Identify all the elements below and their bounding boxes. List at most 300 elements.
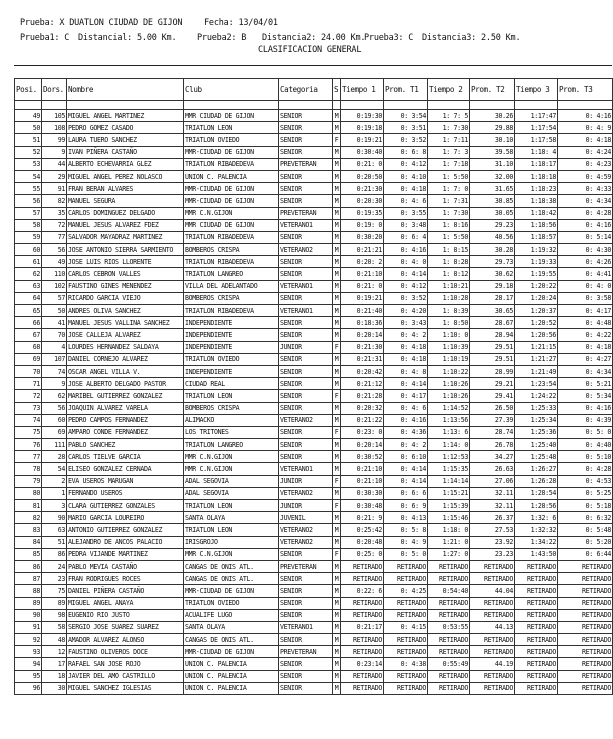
col-club-cell: VILLA DEL ADELANTADO (184, 280, 279, 292)
col-nombre-cell: JOAQUIN ALVAREZ VARELA (67, 402, 184, 414)
col-prom-t2-cell: 30.26 (470, 110, 515, 122)
col-posi-cell: 64 (15, 292, 42, 304)
col-tiempo1-cell: 0:21: 0 (341, 280, 384, 292)
col-prom-t1-cell: RETIRADO (384, 609, 428, 621)
col-tiempo3-cell: 1:17:47 (515, 110, 558, 122)
col-prom-t2-cell: RETIRADO (470, 646, 515, 658)
col-sexo-cell: M (333, 536, 341, 548)
col-nombre-cell: JAVIER DEL AMO CASTRILLO (67, 670, 184, 682)
col-categoria-cell: SENIOR (279, 122, 333, 134)
col-club-cell: MMR-CIUDAD DE GIJON (184, 646, 279, 658)
col-categoria-cell: VETERANO2 (279, 536, 333, 548)
col-prom-t3-cell: 0: 6:44 (558, 548, 613, 560)
col-dors-header: Dors. (42, 79, 67, 101)
col-dors-cell: 12 (42, 646, 67, 658)
col-tiempo1-cell: 0:30:20 (341, 231, 384, 243)
col-prom-t1-cell: RETIRADO (384, 573, 428, 585)
col-tiempo1-cell: 0:21:30 (341, 341, 384, 353)
col-dors-cell: 3 (42, 500, 67, 512)
col-club-cell: TRIATLON RIBADEDEVA (184, 158, 279, 170)
col-sexo-header: S (333, 79, 341, 101)
col-tiempo2-cell: 1:15:46 (428, 512, 470, 524)
col-sexo-cell: M (333, 353, 341, 365)
col-tiempo1-cell: 0:21:30 (341, 183, 384, 195)
col-tiempo2-cell: 1: 8:28 (428, 256, 470, 268)
table-row (15, 402, 613, 414)
col-posi-cell: 93 (15, 646, 42, 658)
col-categoria-header: Categoria (279, 79, 333, 101)
col-tiempo1-cell: RETIRADO (341, 634, 384, 646)
table-row (15, 183, 613, 195)
header-line-2 (20, 33, 69, 43)
col-categoria-cell: SENIOR (279, 585, 333, 597)
col-tiempo2-cell: 1: 8:39 (428, 305, 470, 317)
col-prom-t3-cell: 0: 4:17 (558, 305, 613, 317)
col-tiempo2-cell: 1:14:14 (428, 475, 470, 487)
col-posi-cell: 60 (15, 244, 42, 256)
col-prom-t3-cell: 0: 4:27 (558, 353, 613, 365)
col-club-cell: MMR C.N.GIJON (184, 463, 279, 475)
col-club-cell: UNION C. PALENCIA (184, 658, 279, 670)
col-tiempo3-cell: 1:43:50 (515, 548, 558, 560)
table-row (15, 536, 613, 548)
prueba3 (364, 33, 413, 43)
col-tiempo2-cell: 0:53:55 (428, 621, 470, 633)
col-tiempo3-cell: 1:25:40 (515, 439, 558, 451)
col-prom-t1-cell: 0: 4: 2 (384, 439, 428, 451)
col-tiempo3-cell: 1:20:37 (515, 305, 558, 317)
col-prom-t2-cell: 29.41 (470, 390, 515, 402)
col-prom-t2-cell: 28.67 (470, 317, 515, 329)
col-nombre-cell: SALVADOR MAYADRAZ MARTINEZ (67, 231, 184, 243)
col-prom-t3-cell: 0: 4:16 (558, 402, 613, 414)
col-club-cell: INDEPENDIENTE (184, 341, 279, 353)
col-nombre-cell: PABLO SANCHEZ (67, 439, 184, 451)
col-sexo-cell: M (333, 560, 341, 572)
col-posi-cell: 53 (15, 158, 42, 170)
col-prom-t1-cell: 0: 4: 8 (384, 365, 428, 377)
distancia3-value: 2.50 Km. (481, 33, 521, 43)
col-club-cell: TRIATLON OVIEDO (184, 597, 279, 609)
col-tiempo1-cell: 0:30:52 (341, 451, 384, 463)
col-prom-t2-cell: 29.18 (470, 280, 515, 292)
col-prom-t3-cell: 0: 5:18 (558, 500, 613, 512)
col-prom-t1-cell: 0: 4: 9 (384, 536, 428, 548)
col-tiempo1-cell: 0:19:35 (341, 207, 384, 219)
col-club-cell: TRIATLON RIBADEDEVA (184, 305, 279, 317)
col-nombre-cell: MIGUEL ANGEL PEREZ NOLASCO (67, 170, 184, 182)
col-categoria-cell: JUNIOR (279, 341, 333, 353)
col-prom-t3-cell: 0: 4:48 (558, 317, 613, 329)
col-nombre-cell: ANTONIO GUTIERREZ GONZALEZ (67, 524, 184, 536)
col-tiempo3-cell: RETIRADO (515, 597, 558, 609)
col-club-cell: MMR C.N.GIJON (184, 207, 279, 219)
col-prom-t2-cell: 34.27 (470, 451, 515, 463)
prueba1-label: Prueba1: (20, 33, 60, 43)
col-posi-cell: 51 (15, 134, 42, 146)
col-nombre-cell: RICARDO GARCIA VIEJO (67, 292, 184, 304)
col-prom-t3-cell: RETIRADO (558, 658, 613, 670)
col-club-cell: TRIATLON LEON (184, 524, 279, 536)
col-tiempo1-cell: 0:21:10 (341, 475, 384, 487)
col-prom-t1-cell: 0: 4: 0 (384, 256, 428, 268)
table-row (15, 426, 613, 438)
col-tiempo1-cell: 0:25: 0 (341, 548, 384, 560)
col-prom-t3-cell: 0: 4:24 (558, 146, 613, 158)
col-nombre-cell: PEDRO GOMEZ CASADO (67, 122, 184, 134)
col-nombre-cell: MANUEL JESUS VALLINA SANCHEZ (67, 317, 184, 329)
col-dors-cell: 28 (42, 451, 67, 463)
table-row (15, 500, 613, 512)
col-tiempo3-cell: 1:17:58 (515, 134, 558, 146)
col-prom-t2-cell: 26.78 (470, 439, 515, 451)
col-club-cell: SANTA OLAYA (184, 621, 279, 633)
col-sexo-cell: M (333, 609, 341, 621)
col-club-cell: BOMBEROS CRISPA (184, 292, 279, 304)
col-tiempo2-cell: 1:21: 0 (428, 536, 470, 548)
col-nombre-cell: FRAN RODRIGUES ROCES (67, 573, 184, 585)
col-posi-cell: 88 (15, 585, 42, 597)
prueba-value: X DUATLON CIUDAD DE GIJON (59, 18, 183, 28)
col-prom-t3-cell: 0: 4:18 (558, 134, 613, 146)
col-club-cell: TRIATLON RIBADEDEVA (184, 231, 279, 243)
col-tiempo2-cell: 0:55:49 (428, 658, 470, 670)
table-row (15, 487, 613, 499)
col-nombre-header: Nombre (67, 79, 184, 101)
col-tiempo3-cell: RETIRADO (515, 585, 558, 597)
col-posi-cell: 87 (15, 573, 42, 585)
col-categoria-cell: SENIOR (279, 670, 333, 682)
col-dors-cell: 44 (42, 158, 67, 170)
table-row (15, 670, 613, 682)
col-categoria-cell: SENIOR (279, 110, 333, 122)
col-sexo-cell: M (333, 244, 341, 256)
col-sexo-cell: M (333, 170, 341, 182)
col-tiempo1-cell: 0:20:42 (341, 365, 384, 377)
col-dors-cell: 62 (42, 390, 67, 402)
col-sexo-cell: F (333, 426, 341, 438)
col-tiempo3-cell: 1:25:33 (515, 402, 558, 414)
col-sexo-cell: M (333, 402, 341, 414)
col-tiempo3-cell: RETIRADO (515, 682, 558, 694)
col-categoria-cell: JUNIOR (279, 475, 333, 487)
col-dors-cell: 9 (42, 146, 67, 158)
col-dors-cell: 60 (42, 414, 67, 426)
col-prom-t1-cell: 0: 3:55 (384, 207, 428, 219)
col-posi-cell: 66 (15, 317, 42, 329)
col-tiempo3-cell: 1:32: 6 (515, 512, 558, 524)
col-tiempo1-cell: 0:19: 0 (341, 219, 384, 231)
col-prom-t3-cell: 0: 5:25 (558, 487, 613, 499)
col-prom-t1-cell: 0: 3:54 (384, 110, 428, 122)
col-prom-t3-cell: 0: 5:10 (558, 451, 613, 463)
distancia1 (78, 33, 176, 43)
col-prom-t1-cell: 0: 4:36 (384, 426, 428, 438)
table-row (15, 621, 613, 633)
col-prom-t3-cell: 0: 3:58 (558, 292, 613, 304)
col-sexo-cell: M (333, 158, 341, 170)
col-categoria-cell: SENIOR (279, 170, 333, 182)
col-nombre-cell: CARLOS CEBRON VALLES (67, 268, 184, 280)
subtitle: CLASIFICACION GENERAL (258, 45, 362, 55)
table-row (15, 207, 613, 219)
col-club-cell: CIUDAD REAL (184, 378, 279, 390)
col-tiempo2-cell: 1: 7: 3 (428, 146, 470, 158)
col-tiempo1-cell: 0:30:30 (341, 487, 384, 499)
col-dors-cell: 72 (42, 219, 67, 231)
col-prom-t1-header: Prom. T1 (384, 79, 428, 101)
distancia2 (262, 33, 365, 43)
col-nombre-cell: PEDRO CAMPOS FERNANDEZ (67, 414, 184, 426)
table-row (15, 110, 613, 122)
col-categoria-cell: VETERANO1 (279, 219, 333, 231)
col-tiempo3-cell: 1:34:22 (515, 536, 558, 548)
distancia3 (422, 33, 520, 43)
col-tiempo3-cell: 1:18:18 (515, 170, 558, 182)
col-nombre-cell: AMPARO CONDE FERNANDEZ (67, 426, 184, 438)
col-tiempo1-cell: 0:20:14 (341, 329, 384, 341)
col-tiempo3-cell: 1:18:23 (515, 183, 558, 195)
col-prom-t2-cell: 29.51 (470, 341, 515, 353)
col-tiempo2-cell: 1:10:26 (428, 378, 470, 390)
col-club-cell: TRIATLON RIBADEDEVA (184, 256, 279, 268)
col-categoria-cell: SENIOR (279, 365, 333, 377)
col-dors-cell: 24 (42, 560, 67, 572)
col-categoria-cell: SENIOR (279, 439, 333, 451)
col-prom-t1-cell: 0: 3:52 (384, 292, 428, 304)
col-posi-cell: 76 (15, 439, 42, 451)
distancia3-label: Distancia3: (422, 33, 477, 43)
col-dors-cell: 102 (42, 280, 67, 292)
col-tiempo1-cell: 0:20:50 (341, 170, 384, 182)
col-tiempo3-cell: 1:25:36 (515, 426, 558, 438)
table-row (15, 305, 613, 317)
col-tiempo2-cell: 1:13: 6 (428, 426, 470, 438)
col-prom-t1-cell: 0: 4:14 (384, 475, 428, 487)
col-sexo-cell: M (333, 597, 341, 609)
col-posi-cell: 84 (15, 536, 42, 548)
col-tiempo1-cell: RETIRADO (341, 646, 384, 658)
col-prom-t3-cell: RETIRADO (558, 634, 613, 646)
col-tiempo2-cell: 1: 7:30 (428, 122, 470, 134)
col-prom-t3-cell: RETIRADO (558, 646, 613, 658)
col-prom-t1-cell: 0: 6: 4 (384, 231, 428, 243)
col-sexo-cell: M (333, 646, 341, 658)
col-prom-t3-cell: 0: 4:41 (558, 268, 613, 280)
table-row (15, 170, 613, 182)
col-prom-t3-cell: 0: 5:48 (558, 524, 613, 536)
col-sexo-cell: M (333, 146, 341, 158)
col-prom-t3-cell: RETIRADO (558, 573, 613, 585)
table-row (15, 256, 613, 268)
col-prom-t2-cell: RETIRADO (470, 560, 515, 572)
col-dors-cell: 51 (42, 536, 67, 548)
col-tiempo1-cell: 0:21:31 (341, 353, 384, 365)
col-prom-t1-cell: 0: 4:13 (384, 512, 428, 524)
col-categoria-cell: PREVETERAN (279, 158, 333, 170)
col-prom-t2-cell: 29.73 (470, 256, 515, 268)
col-posi-cell: 95 (15, 670, 42, 682)
col-sexo-cell: M (333, 658, 341, 670)
col-categoria-cell: SENIOR (279, 390, 333, 402)
col-nombre-cell: RAFAEL SAN JOSE ROJO (67, 658, 184, 670)
col-tiempo3-cell: 1:18:56 (515, 219, 558, 231)
col-club-cell: ADAL SEGOVIA (184, 475, 279, 487)
fecha (204, 18, 278, 28)
col-nombre-cell: LOURDES HERNANDEZ SALDAYA (67, 341, 184, 353)
col-sexo-cell: M (333, 487, 341, 499)
col-dors-cell: 54 (42, 463, 67, 475)
col-tiempo3-cell: 1:26:28 (515, 475, 558, 487)
col-prom-t1-cell: 0: 4:20 (384, 305, 428, 317)
col-dors-cell: 4 (42, 341, 67, 353)
col-club-cell: MMR C.N.GIJON (184, 548, 279, 560)
col-categoria-cell: SENIOR (279, 451, 333, 463)
table-row (15, 548, 613, 560)
col-tiempo1-header: Tiempo 1 (341, 79, 384, 101)
col-posi-cell: 65 (15, 305, 42, 317)
col-categoria-cell: PREVETERAN (279, 560, 333, 572)
col-tiempo3-cell: 1:21:15 (515, 341, 558, 353)
col-prom-t1-cell: 0: 3:48 (384, 219, 428, 231)
table-row (15, 646, 613, 658)
col-prom-t2-cell: 29.21 (470, 378, 515, 390)
col-prom-t3-cell: 0: 4:34 (558, 365, 613, 377)
col-posi-cell: 71 (15, 378, 42, 390)
col-tiempo2-cell: 1:15:39 (428, 500, 470, 512)
col-categoria-cell: PREVETERAN (279, 646, 333, 658)
col-categoria-cell: SENIOR (279, 609, 333, 621)
col-prom-t2-cell: 30.28 (470, 244, 515, 256)
col-prom-t3-cell: 0: 4:28 (558, 207, 613, 219)
col-posi-cell: 54 (15, 170, 42, 182)
col-posi-cell: 75 (15, 426, 42, 438)
col-posi-cell: 70 (15, 365, 42, 377)
col-prom-t2-cell: 44.19 (470, 658, 515, 670)
col-categoria-cell: VETERANO1 (279, 305, 333, 317)
col-categoria-cell: SENIOR (279, 146, 333, 158)
col-categoria-cell: SENIOR (279, 597, 333, 609)
col-prom-t3-cell: 0: 4:18 (558, 341, 613, 353)
col-tiempo3-cell: 1:20:56 (515, 329, 558, 341)
col-prom-t2-cell: 44.04 (470, 585, 515, 597)
col-tiempo1-cell: 0:21:12 (341, 378, 384, 390)
col-prom-t2-cell: 32.11 (470, 500, 515, 512)
col-prom-t1-cell: 0: 4:12 (384, 280, 428, 292)
col-tiempo3-cell: RETIRADO (515, 560, 558, 572)
col-prom-t2-cell: RETIRADO (470, 682, 515, 694)
table-row (15, 195, 613, 207)
col-sexo-cell: M (333, 365, 341, 377)
col-nombre-cell: MIGUEL ANGEL ANAYA (67, 597, 184, 609)
col-prom-t2-cell: 39.58 (470, 146, 515, 158)
table-row (15, 134, 613, 146)
col-categoria-cell: SENIOR (279, 353, 333, 365)
col-club-cell: MMR-CIUDAD DE GIJON (184, 183, 279, 195)
col-sexo-cell: M (333, 634, 341, 646)
col-tiempo3-cell: 1:19:55 (515, 268, 558, 280)
col-prom-t1-cell: RETIRADO (384, 634, 428, 646)
col-tiempo1-cell: 0:20:30 (341, 195, 384, 207)
col-tiempo2-cell: 1:15:21 (428, 487, 470, 499)
col-posi-cell: 73 (15, 402, 42, 414)
col-dors-cell: 57 (42, 292, 67, 304)
col-club-cell: BOMBEROS CRISPA (184, 402, 279, 414)
col-prom-t2-cell: 27.06 (470, 475, 515, 487)
col-prom-t3-cell: 0: 4:53 (558, 475, 613, 487)
col-tiempo3-cell: 1:17:54 (515, 122, 558, 134)
col-prom-t1-cell: 0: 4: 6 (384, 402, 428, 414)
col-prom-t1-cell: 0: 4:18 (384, 341, 428, 353)
col-tiempo2-cell: 1: 8:12 (428, 268, 470, 280)
col-categoria-cell: SENIOR (279, 402, 333, 414)
col-nombre-cell: MIGUEL ANGEL MARTINEZ (67, 110, 184, 122)
col-tiempo1-cell: 0:21:10 (341, 268, 384, 280)
col-tiempo1-cell: RETIRADO (341, 609, 384, 621)
col-tiempo3-cell: 1:18: 4 (515, 146, 558, 158)
col-prom-t3-cell: RETIRADO (558, 682, 613, 694)
col-prom-t1-cell: 0: 4:16 (384, 244, 428, 256)
col-dors-cell: 9 (42, 378, 67, 390)
col-posi-cell: 83 (15, 524, 42, 536)
col-nombre-cell: MANUEL SEGURA (67, 195, 184, 207)
table-row (15, 365, 613, 377)
col-posi-cell: 77 (15, 451, 42, 463)
col-sexo-cell: M (333, 512, 341, 524)
col-club-cell: TRIATLON LEON (184, 390, 279, 402)
col-club-cell: TRIATLON LANGREO (184, 268, 279, 280)
col-tiempo1-cell: 0:19:18 (341, 122, 384, 134)
col-prom-t1-cell: 0: 4:15 (384, 621, 428, 633)
col-club-cell: CANGAS DE ONIS ATL. (184, 573, 279, 585)
col-tiempo2-cell: RETIRADO (428, 634, 470, 646)
col-posi-cell: 68 (15, 341, 42, 353)
col-club-cell: INDEPENDIENTE (184, 329, 279, 341)
col-tiempo1-cell: RETIRADO (341, 560, 384, 572)
col-posi-cell: 96 (15, 682, 42, 694)
col-tiempo2-cell: RETIRADO (428, 597, 470, 609)
col-tiempo1-cell: 0:25:42 (341, 524, 384, 536)
col-prom-t2-cell: 44.13 (470, 621, 515, 633)
col-categoria-cell: SENIOR (279, 426, 333, 438)
col-sexo-cell: M (333, 280, 341, 292)
table-row (15, 414, 613, 426)
col-prom-t1-cell: 0: 4:18 (384, 183, 428, 195)
col-nombre-cell: ALBERTO ECHEVARRIA GLEZ (67, 158, 184, 170)
col-club-cell: INDEPENDIENTE (184, 365, 279, 377)
col-nombre-cell: DANIEL PIÑERA CASTAÑO (67, 585, 184, 597)
col-tiempo1-cell: 0:20:14 (341, 439, 384, 451)
col-sexo-cell: M (333, 573, 341, 585)
col-tiempo2-cell: 1:10:26 (428, 390, 470, 402)
col-posi-cell: 80 (15, 487, 42, 499)
col-posi-header: Posi. (15, 79, 42, 101)
col-nombre-cell: EVA USEROS MARUGAN (67, 475, 184, 487)
col-prom-t3-cell: RETIRADO (558, 585, 613, 597)
col-prom-t2-cell: 30.10 (470, 134, 515, 146)
col-posi-cell: 52 (15, 146, 42, 158)
col-club-cell: MMR-CIUDAD DE GIJON (184, 585, 279, 597)
col-prom-t2-cell: 26.63 (470, 463, 515, 475)
col-nombre-cell: JOSE LUIS RIOS LLORENTE (67, 256, 184, 268)
col-prom-t3-cell: 0: 4:59 (558, 170, 613, 182)
table-row (15, 146, 613, 158)
col-tiempo3-cell: RETIRADO (515, 658, 558, 670)
col-club-cell: UNION C. PALENCIA (184, 682, 279, 694)
col-posi-cell: 81 (15, 500, 42, 512)
prueba3-value: C (408, 33, 414, 43)
col-tiempo2-cell: 1: 5:50 (428, 170, 470, 182)
